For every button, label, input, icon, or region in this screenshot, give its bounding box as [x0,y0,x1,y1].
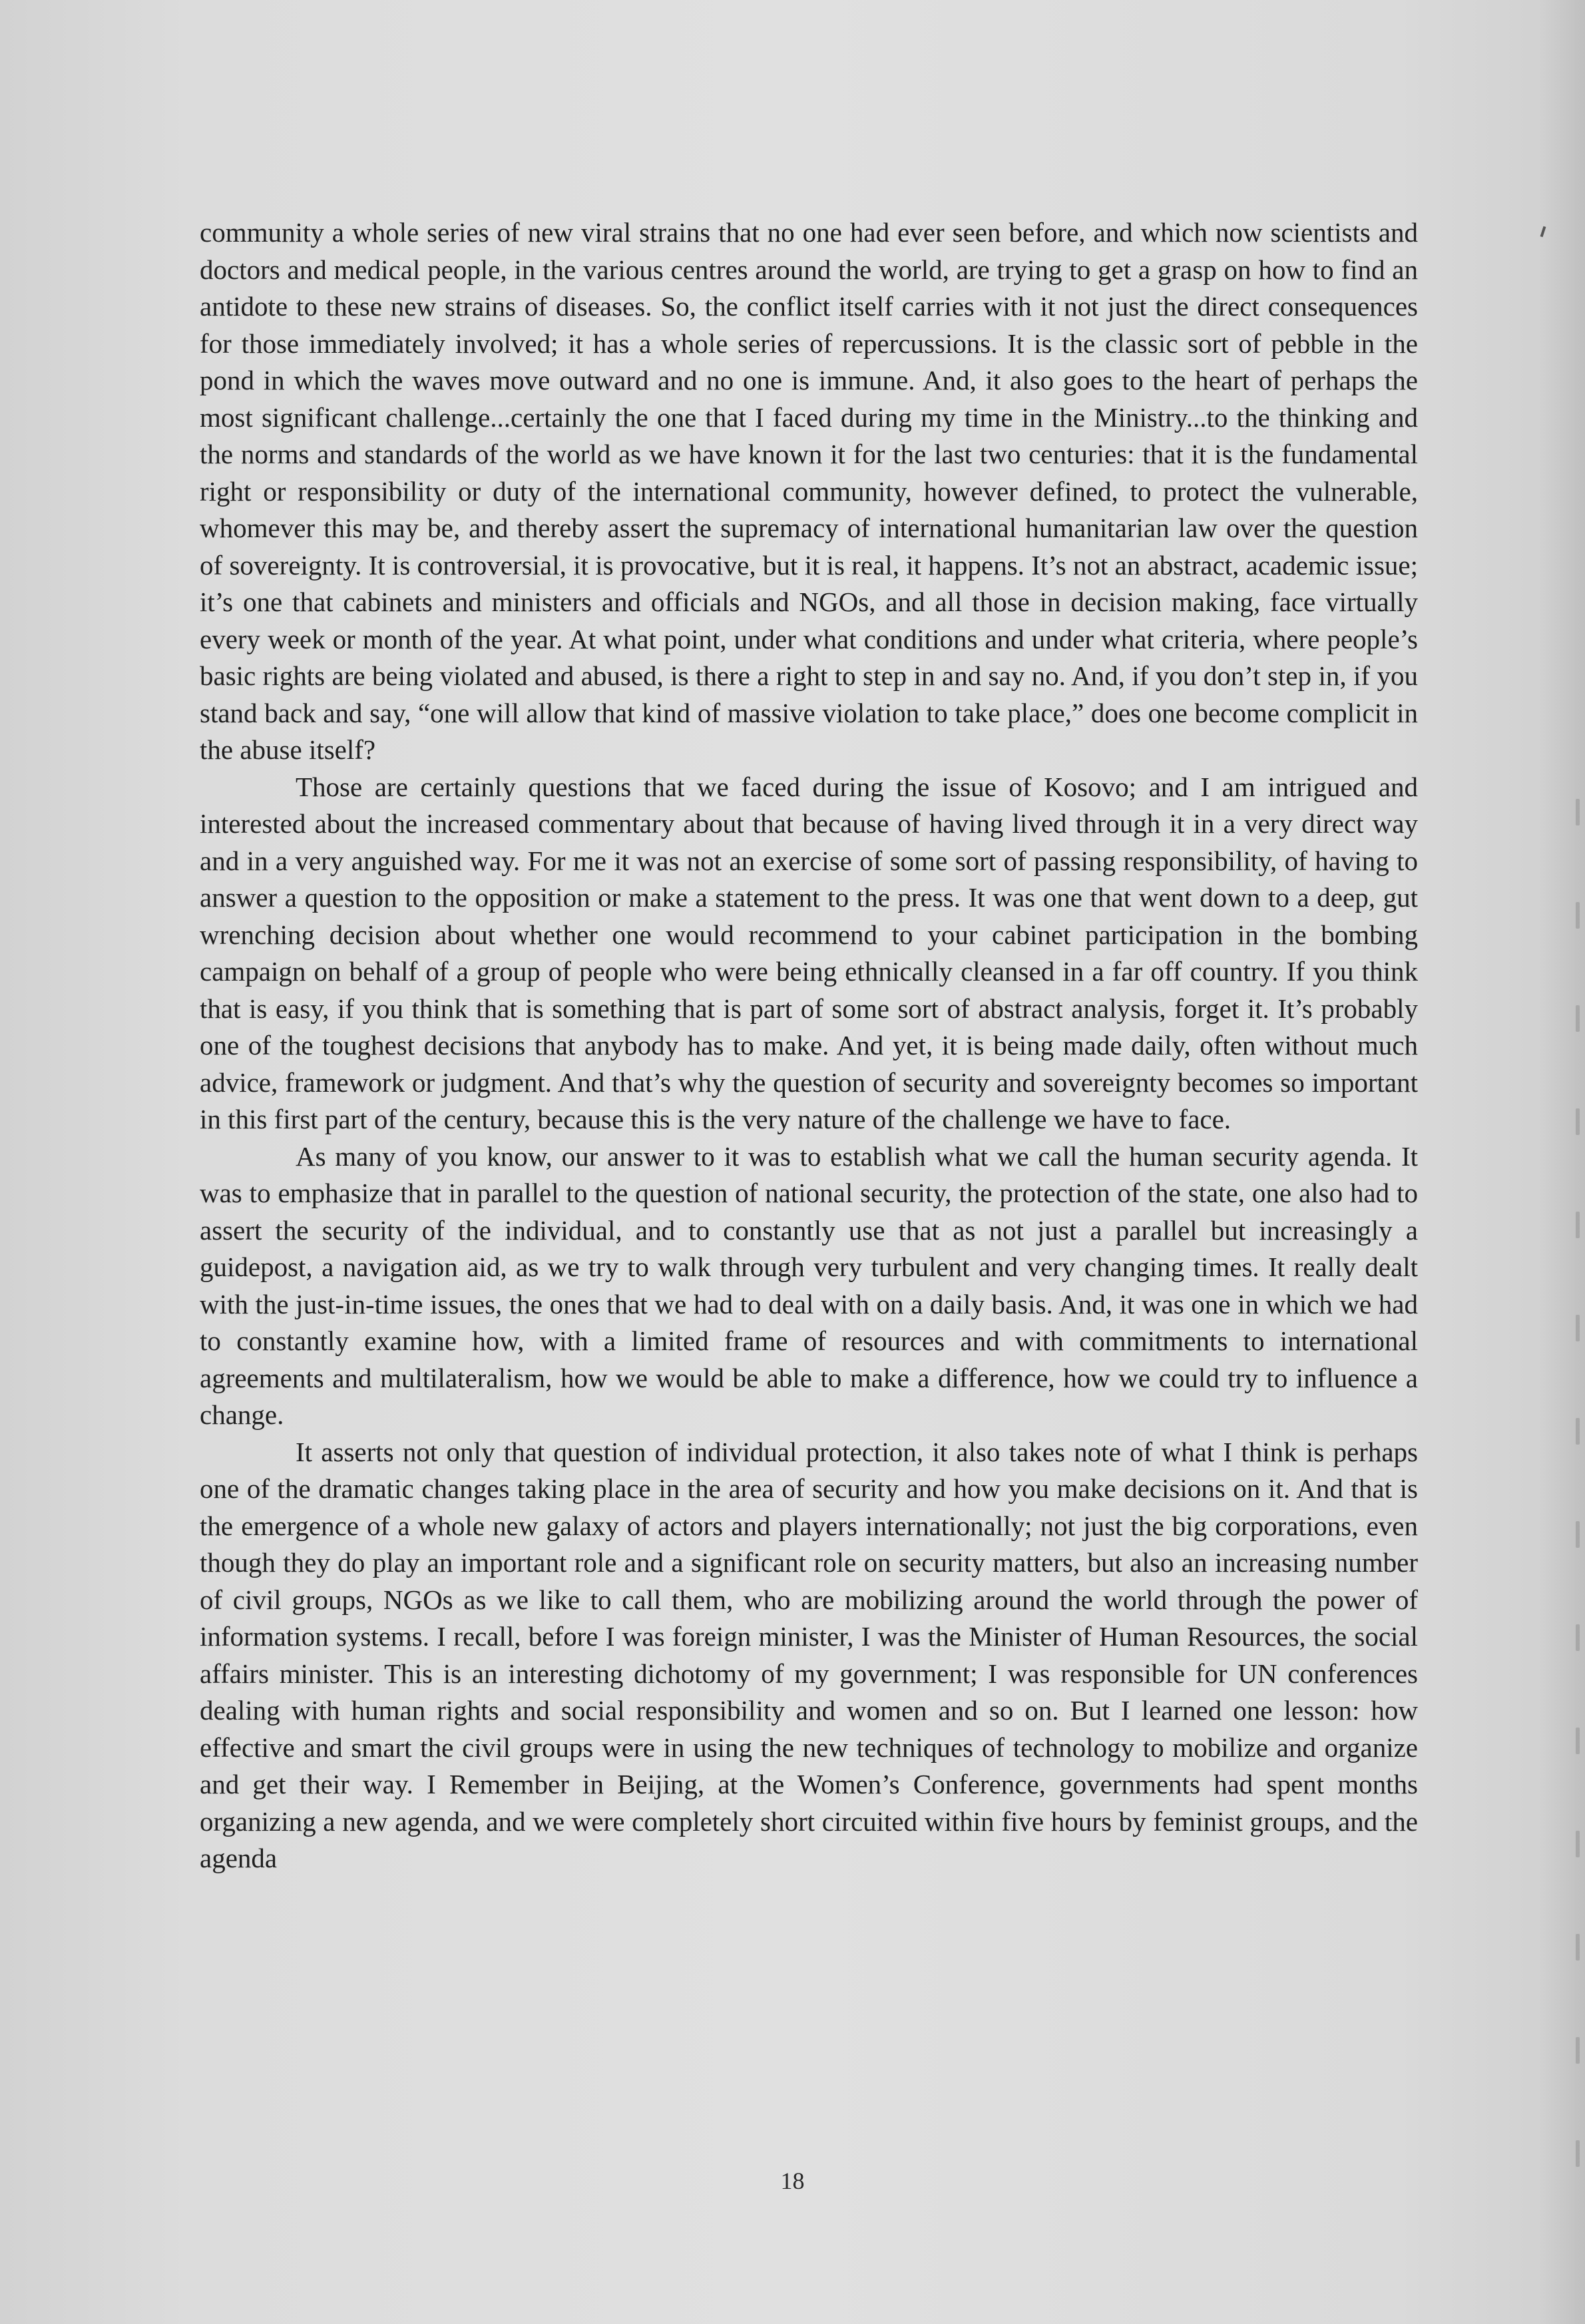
paragraph-4: It asserts not only that question of individual protection, it also takes note of what I think is perhaps one of the dramatic changes taking place in the area of security and how you make decisions on it. And that is the emergence of a whole new galaxy of actors and players internationally; not just the big corporations, even though they do play an important role and a significant role on security matters, but also an increasing number of civil groups, NGOs as we like to call them, who are mobilizing around the world through the power of information systems. I recall, before I was foreign minister, I was the Minister of Human Resources, the social affairs minister. This is an interesting dichotomy of my government; I was responsible for UN conferences dealing with human rights and social responsibility and women and so on. But I learned one lesson: how effective and smart the civil groups were in using the new techniques of technology to mobilize and organize and get their way. I Remember in Beijing, at the Women’s Conference, governments had spent months organizing a new agenda, and we were completely short circuited within five hours by feminist groups, and the agenda [200,1436,1418,1873]
binding-edge-marks [1572,799,1581,2263]
page-number: 18 [780,2168,805,2194]
paragraph-3: As many of you know, our answer to it was to establish what we call the human security agenda. It was to emphasize that in parallel to the question of national security, the protection of the state, one also had to assert the security of the individual, and to constantly use that as not just a parallel but increasingly a guidepost, a navigation aid, as we try to walk through very turbulent and very changing times. It really dealt with the just-in-time issues, the ones that we had to deal with on a daily basis. And, it was one in which we had to constantly examine how, with a limited frame of resources and with commitments to international agreements and multilateralism, how we would be able to make a difference, how we could try to influence a change. [200,1140,1418,1430]
paragraph-2: Those are certainly questions that we faced during the issue of Kosovo; and I am intrigued and interested about the increased commentary about that because of having lived through it in a very direct way and in a very anguished way. For me it was not an exercise of some sort of passing responsibility, of having to answer a question to the opposition or make a statement to the press. It was one that went down to a deep, gut wrenching decision about whether one would recommend to your cabinet participation in the bombing campaign on behalf of a group of people who were being ethnically cleansed in a far off country. If you think that is easy, if you think that is something that is part of some sort of abstract analysis, forget it. It’s probably one of the toughest decisions that anybody has to make. And yet, it is being made daily, often without much advice, framework or judgment. And that’s why the question of security and sovereignty becomes so important in this first part of the century, because this is the very nature of the challenge we have to face. [200,771,1418,1134]
body-text [200,214,1418,1877]
paragraph-1: community a whole series of new viral strains that no one had ever seen before, and which now scientists and doctors and medical people, in the various centres around the world, are trying to get a grasp on how to find an antidote to these new strains of diseases. So, the conflict itself carries with it not just the direct consequences for those immediately involved; it has a whole series of repercussions. It is the classic sort of pebble in the pond in which the waves move outward and no one is immune. And, it also goes to the heart of perhaps the most significant challenge...certainly the one that I faced during my time in the Ministry...to the thinking and the norms and standards of the world as we have known it for the last two centuries: that it is the fundamental right or responsibility or duty of the international community, however defined, to protect the vulnerable, whomever this may be, and thereby assert the supremacy of international humanitarian law over the question of sovereignty. It is controversial, it is provocative, but it is real, it happens. It’s not an abstract, academic issue; it’s one that cabinets and ministers and officials and NGOs, and all those in decision making, face virtually every week or month of the year. At what point, under what conditions and under what criteria, where people’s basic rights are being violated and abused, is there a right to step in and say no. And, if you don’t step in, if you stand back and say, “one will allow that kind of massive violation to take place,” does one become complicit in the abuse itself? [200,217,1418,765]
